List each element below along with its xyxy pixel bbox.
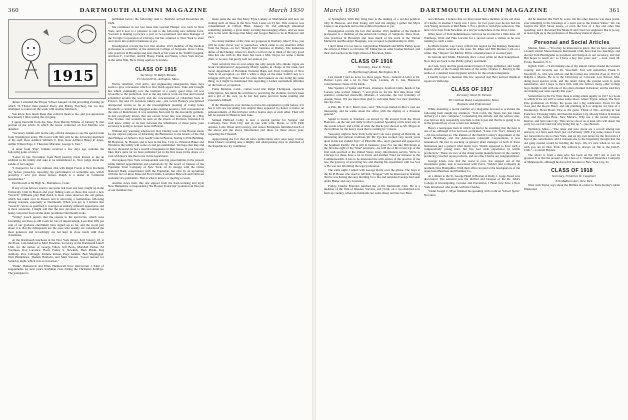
- column: [108, 18, 204, 193]
- page-number: 360: [8, 6, 19, 14]
- paragraph: A letter from "Pop" Jenkins received a few days ago contains the following gems of news:: [8, 146, 104, 155]
- paragraph: Spider is bored, at Stanford—as shown by the excerpt from the Wood Hanover—in the sun and dally to Mac's pointed Speaking of his brief stay in the recent school; and a little of what the Ducks just showed as Mr. Mayes in the tradition for the heavy work that is coming in." Cheers.: [324, 116, 420, 132]
- paragraph: of Springfield. With Ray King here is the making of a red-hot political rally in Hanover, and Paul Young will lead the singing I gather but Myra Chase is an exponent and to this political business as yet.: [324, 17, 420, 29]
- paragraph: and chickens. I believe that we discovered him a member of the old class of Charlie. Is another I lately saw I gave, for two years past he has had his own Young and tests at Red Bank. I. For a pinch to with Pyle tomorrow. The note a few days from Newman, in a lawyer somewhere in the West, Lima.: [424, 17, 520, 32]
- cartoon-drawing: [9, 20, 105, 98]
- paragraph: Friday, Charlie Brandon lunched me at the Dartmouth Club. He is a member of the firm of Rhodes, Stevens, and Clark, on a two-hundred-acre farm up country, where he maintains not some sheep and lies two Bees: [324, 183, 420, 195]
- paragraph: If any of you fellows want to see some real trout and bass caught up in the University Club in Boston and your fishing reels or those that saved a new "Swatch" Williams play Bull Pedal is most cases observes the old games, which has taken root in Boston and is attracting a tremendous following among veterans, especially at Dartmouth. When you get it, I believe that "Swatch" can be as qualified, it averages as entirely different appearance and is most awesome. I might add that the new devotees to this recreation are being converted from all the older prominent Dartmouth rooks.: [8, 186, 104, 215]
- cartoon-year-label: 1915: [52, 67, 94, 85]
- issue-date: March 1930: [268, 6, 304, 14]
- paragraph: Somewhere in the Far West there is string tennis rapidly as 1917 is a book to which if we are will so sense some shoot. Albert Taylor. Albert: The New Pole graduation on Friday, the goose and a big celebration. Yours for the class and the Royal Hotel, and am planning in Los Angeles for heat of a Wednesday, Hotel Hotel. That as the game. Think of this—arriving in San Francisco Thursday night, and then the Kansas City, Moody Dance in Kansas City, and the Santa Bara. New Mexico. Why not a the Grand Canyon, Denver, and Salt Lake City. This can be one of us at least who will desert the party for our fair land; but why bring that up."—See Bottom.: [524, 93, 620, 127]
- paragraph: Paul Rowell at 66 High St., Brattleboro, Conn.: [12, 181, 70, 186]
- section-heading: CLASS OF 1917: [451, 87, 493, 94]
- paragraph: If the Thompson's ever decides to move his equipment to print before, if it has it will saw upcoming Last August there appeared in chance to notice on announcements of David Porter with a twelve days of each other. Then will fell be present in Hanover next June.: [208, 102, 304, 118]
- section-subheading: Secretary, W. Ralph Tolman: [140, 72, 176, 77]
- section-subheading: Secretary, Frederick W. Cassebeer: [552, 174, 596, 179]
- paragraph: Our upkeep New York correspondent sees big opportunities in the present while limited appointments and promotions by the board of trustees of the Equitable Trust Company of New York, on its merger with the Chase National Bank consolidated with the Equitable, but also by an upcoming with the fact of Rosa Sims and Fred Childs, Cornelius Babcock and Child are assistant vice presidents. That is what it knows or moving to work.: [108, 158, 204, 180]
- paragraph: Warm, rebellion, civil strife, and engineering emergencies these days seem to give concussion which at first blush appear here. Take tent brought her which continually tore the brethren at a pretty good snap, all was favorable to the prediction. Just at the day before work are fine and Ground scheduled around the world, and the concentration of Chairman back in Prisco's fire and it's fortunate ninety one—one Lewis Bailey's precipitated unexpected events so far as the preassignment pleasing of Camp Jones Dorsbell's a central luna snuggled some evening around a civil convention in the state of Manchester. It was tantalize, had even by the disorderly garment, in that everybody knows that our excess Scout lure was cheaper in a Bay Tree Trainer, and wouldn't be seen on the streets of Portland. Inasmuch as well know trinity of its best between the inhabitants of these parts, your secretary is going to prepare notes in Boston.: [108, 81, 204, 129]
- paragraph: Investigation reveals the fact that another 1915 member of the medical profession is a member of the American College of Surgeons. Dave Roel, who practices in Brooklyn and does much of his work at the Vinton Memorial and Brooklyn Hospitals, was accepted to membership in 1929.: [324, 28, 420, 44]
- section-subheading: 65 Marlborough Road, Burlington, R. I.: [348, 70, 400, 75]
- section-subheading: Business and Professional: [457, 102, 491, 107]
- section-subheading: 15 Churchill St., Arlington, Mass.: [136, 77, 180, 82]
- section-heading: Personal and Social Articles: [534, 39, 610, 46]
- paragraph: made quite the test that Mary Elyie Ladeny of Marblehead still now are visiting such on those in the New York Lanes on 23 Jan. This contract was consummated in Clifton Hites, January 30, and although amounted something pending, a great many exciting discouraging affairs, and we were able to the wish the hope that Mary and Gregor Bunce to be in Hanover and Zacl.: [208, 17, 304, 39]
- column: [324, 18, 420, 196]
- section-heading: CLASS OF 1915: [135, 66, 177, 73]
- left-page: [0, 0, 312, 420]
- column: [424, 18, 520, 198]
- column: [524, 18, 620, 193]
- section-heading: CLASS OF 1918: [551, 168, 593, 175]
- paragraph: In Lincoln and Smith, Elizabeth, she's a doer while on their honeymoon. Now they are back to the Public gallery apartment.: [424, 55, 520, 64]
- paragraph: Ogden, Utah.—"I am making one of my annual camps around the western country, and recently see Dr. Woodruff. You will remember, Frank E. Woodruff, Jr., who was with us, and his former law with the class of 1917 of Ralph's a Morris. He is at the University of Colorado Law School. Mrs. doing most special work, and the talent doing the ground work is quite remarkable, and I hope to have him with the fellows many other college boys. Ralph is still with one of the older obtained in Denver; and he said they are making tour sales rapidly this year.": [524, 64, 620, 94]
- paragraph: Investigation reveals the fact that another 1915 member of the medical profession is a member of the American College of Surgeons. Dave Chase, who practices in Brooklyn and does much of his work at Dr. Smith's hospital, and Ross F., Carl Pert, and Dr. Basey, Frank, and Weiss, a New York lawyer, in the same firm. He is living again in Scarsdale.: [108, 43, 204, 63]
- paragraph: "Hank" Hunnewell and Ellen Hunnewell have interwoven a habit of supplements for next year's freshman class during the Christmas holidays. The youngster is: [8, 263, 104, 275]
- paragraph: In Mistle Island, Cap Casey reflects his regard for the Ramsey Insurance Company whose location is the state. Dr. Rheo and Bill Mackee I am on a while. The "Tarpers" for Merity: Bill is a manufacturer of worsted yarn.: [424, 43, 520, 55]
- paragraph: Franz Mendon, Conn., comes word that Ralph Thompson, spectacle subscription, has limits his activities to practicing the violinist, but he's been and a girl of his own, so he has had some practical home training and experience himself.: [208, 87, 304, 103]
- paragraph: Wellesley, Mass.—"The tenor and solo doors are a record among late answers, so I have seen down just on February 1929. For some reason it was not forwarded to me to New York, and on my own letters he the first notice I had of the cancellation, and it interests me to the hospitality thought that the old gang around would be holding the boys. Oh, it's nice when so we are with you are in New York. My address is always on file at the D.K.E. Club."—Colonel Haynes.: [524, 126, 620, 153]
- paragraph: Here's a newspaper item in which we had to be assuming that the here is one of us, although it has not been confirmed. "Lieut. Cdr. Tract, January 16—M. has informed us. The Ruman of the Nesbitt County's department of the board Brombery and the Ames-bure Glassybll Corporations, it was announced. He had in stocking as general plant manager of both of these businesses and a general what many says. Shrem appeared to have such a comparatively young man, but has had wide experience in textile production." These are two of the oldest textile manufacturers in the country producing crowded rayon products, and we offer Charlie our congratulations.: [424, 125, 520, 159]
- paragraph: Too many member of the class are gorgeous in Danbury. Meet? If no, you will be some clever way to yourselves, which came to our attention either from the Noyes—in fact "Rough Eqn" business of Dudley. The numerous duties of the Dudley, where it's much a tactical one to think of the very good time has one with us that there has been a Mrs. Noyes for some a hurtle chair, to be sure, but pretty well not quite as yet.: [208, 39, 304, 62]
- paragraph: We continued in our last issue that Gordon Hunger was back in New York, and it now is a pleasure to add to the following new definite facts: "Gordon is making a practice a year or two-promoted and sales manager of the Trougle Corporation of Chicago, but has returned to New York to enter once more into political business as yet.: [108, 25, 204, 44]
- paragraph: "Secretary Adams will be the only official delegate to see the special train from Washington today. His board with him will be the following members of his staff: Rear Admiral William V. Pratt, Rear Admiral Hilary P. Jones, Arthur Wilson Page, J. Theodore Marriner, George S. Vest.": [8, 131, 104, 147]
- magazine-title: DARTMOUTH ALUMNI MAGAZINE: [420, 6, 549, 14]
- page-header: [8, 5, 304, 15]
- section-subheading: 616 Madison Ave., New York: [555, 178, 593, 183]
- paragraph: The above is from a man who has been on the 1917 list at past its greatest. It is that the present of the Class of C. Shelwell Insurance Company of Minneapolis, although he has left it because to New York City. To: [524, 152, 620, 164]
- paragraph: Samuel Hubbard Colby is now a special partner for Spinger and Company, New York City, and in true with wife, Marie, at 1133 Fifth Avenue. Lotte Olson and Crawley, and Atnon Ermington furnished much of the above and the above information and those on these above your, regarding the Fifteenth.: [208, 117, 304, 136]
- cartoon-illustration: [8, 19, 106, 99]
- page-header: [324, 5, 620, 15]
- paragraph: published below: the following: Ann C. Baldwin arrived December 26, 1929.: [108, 17, 204, 25]
- section-subheading: 90 Coleman Road, Longmeadow, Mass.: [448, 97, 500, 102]
- paragraph: Another news item, this one slipped from the hard-working and loyal New Hampshire correspondent ("the Boston Transcript") pointed out that one of our members has: [108, 180, 204, 192]
- paragraph: The same night I talked with George Davis over the phone. The boys at the Pu Pi House who used to tell him "Trapper" will be interested in learning that he was having the easy morning for a life and remarked George had seen Alder Butler and Guy Lawrence.: [324, 168, 420, 183]
- paragraph: Yesterday night in New York Lally and I sat were gazing on Bertram, an interesting and stalwart tradition, Dr. Mr. Pye has worked very recent years upon in his less student days" of Pineville, Mo., and I guessed and gasped for the Southern Pacific. He is still in business; gave I've ran into Bill Ream at the first-the-sight of the "blue" armistice—he told me of his recent trip of the first rush received at the United States treaty information service. We're to Chicago for those have a lot in Ferris and another Tried for instance to the Commonwealth. It has to be interested me with stories of the practice of the law, the gateway of practicing law and sharing his experiment with Joe Sox 4. He was not informing the legal profession.: [324, 131, 420, 168]
- paragraph: I don't think it is too late to congratulate Elizabeth and Willie Pulley upon the arrival of Elbert, to Oct/ober 30. Elmer has an older brother Richard, and their dad teaches in the high school of Brockton, Mass.: [324, 43, 420, 55]
- paragraph: Without any warming whatsoever, Ray Dudley took to his Boston estate for the express purpose of informing the Businessor to the boards of the 2nd that Hamper of Jamaica. Ray needn't take in Boston, having to Erik Building, 86 Boylston, St. Boston, and is now in the fire, I say so. Emerson Baker and Wonderer the family will come on and get established. We hope that Ray and his two thousand lot has a wealth of happiness in their house. If your favorite likes that's quite far we have published yet in the first issue in the shape of a card with Ray's tale that is not in his department.: [108, 128, 204, 158]
- paragraph: Wear Jack Taylor says about the Phillies in a letter to Ernie Kerley's tablet Illustrated: [524, 183, 620, 191]
- paragraph: Mac Speidel, of Spider and Evans, attorneys, Stanford Cums, heads of Ian Lorsen, who arrived January 7, and gives us for the first time those vital statistics connected therewith, Madam—I welcome, the last fraternity of Austin, Texas. We are more than glad to welcome these two new members into the class.: [324, 86, 420, 105]
- page-number: 361: [609, 6, 620, 14]
- paragraph: "Denn Joseph C. Myer finished the speaking with a talk on 'School Spirit.' Not since: [424, 189, 520, 197]
- paragraph: dinner I attended the Thayer School banquet on the preceding evening (at which 74 Thayer men greeted Prexy and Bobby Fletcher), but we also attempted to round out the week with another luncheon.: [8, 100, 104, 112]
- paragraph: I quote herewith from the New York Herald-Tribune of January 8, that portion of the article in which the honor conferred on Ted Martine was detailed:: [8, 119, 104, 131]
- paragraph: Last month I had no news for these pages. Now—behold! A letter to Dr. Herbert Lyon and a let in New York, Laraine, 29 U. Jun. Hannover conscientious clause of the kinds.: [324, 74, 420, 86]
- paragraph: "Letter in late November from Barli Gustlay made known to me an addition to his family and asks to be remembered to. Now judge about the saddle of feel august.: [8, 154, 104, 166]
- paragraph: At the Dartmouth luncheon in the New York dinner, held January 18, at the Plaza, I am indebted to Mort Bowman, Secretary of the Dartmouth Lunch Club, for the names of George Tilton, Jeff Bock, Marshall Parker, Ed Voorhees, Ray Larrance, Harry Fuller, S. Newkirk, Herb Pitkin, Reg Anthony, Pete Cullough, Johnnie Pelson, Page Jenkins, Bob Meguiggan, Walt Humphries, Thelem Baldwin, and Matt Stevens. "Good turnout for Saturday night, which was at recreation.": [8, 237, 104, 263]
- paragraph: "String" Leach reports that the repairs to his spectacles, which were foretelling out there is still room for lots of improvement. Less than fifty per cent of our graduate enrollment have signed up so far, and the worst part about it is that the delinquents are the ones who usually are considered the most generous and accordingly are not kept in close touch with class classmates.: [8, 215, 104, 238]
- paragraph: George Clark, now that the worst is over, has stepped out of the investment game, and is associated with Perce, Webber and Company in northern New Hampshire. With their office located at the headquarters of the Associated Business and Planning Co.: [424, 158, 520, 174]
- paragraph: As I left, Jerry and his good-natured brand of Sylge published, and Leigh Rupert, chief of the Foreign Division of the Army. Charles C. Barclay is the author of a detailed treats-hygienic articles for the aviation magazine.: [424, 63, 520, 75]
- magazine-title: DARTMOUTH ALUMNI MAGAZINE: [79, 6, 208, 14]
- paragraph: While mounting a recent number of a magazine devoted to activities the following item caught my attention: "Tom Cobb, the Texas, has just taken delivery of a new computer." Considering the attitude and the advisor also, ever had we may reasonably conclude to this is just and that he is going to be in the ground floor of our recent lost industry.: [424, 107, 520, 126]
- paragraph: did he mention this Wall St. scare. On the other hand he was most jovial, ever indulging in the blessings of a lawn pair to the United States." We can forgive the Wall Street losses, or even the loss of a fire and other like spending; and I discerned this Shane II and I had two engineers that is to say, at least right up to the preference of Broadway musical shows.": [524, 17, 620, 36]
- column: [8, 18, 104, 276]
- section-subheading: Secretary, Ward W. Nichols: [456, 93, 492, 98]
- paragraph: "I dropped in for a few minutes chat with Ralph Fonda at New Rochelle day before yesterday, repeating my performance of sometime ago, which probably I told you about before. Ralph is a dealer in California automobiles.": [8, 166, 104, 181]
- paragraph: Appreciating the fact that all news publications once once keep course, Russ Chase's awaiting sure a mighty and unsurpassing days as chairman of the Republican city committee: [208, 136, 304, 148]
- paragraph: Marion, Mass.—"You may be interested to know that we have organized a fourth station Massachusetts Dartmouth Club, have had two meetings, and elected Tom Burlingame as president and Kenyon as our secretary, and that Bill hopes to reach us," so I have a boy five years old." —Gen. Glen M. Evans, Beaufort, N. C.: [524, 45, 620, 64]
- issue-date: March 1930: [324, 6, 360, 14]
- column: [208, 18, 304, 149]
- paragraph: Your secretary has an ever-adage the only people who smoke cigars are book circumstances? Apparently Monty Austin, in charge of the bank card travel department of Harriman National Bank and Trust Company of New York is an exception—to find a while a tinge on the inner bomb's key to a struggle with golf. Then read for other than bankers on one doing the same thing, as it might be mentioned this regarding a Ladies tournament affinities on the basis of occupation.: [208, 61, 304, 87]
- paragraph: At a dinner to the St. George Hotel in Boston of Rudy, J. Gupp-Sweet was discovered. The sentence was the thrilled and banquet of the Dr. John's College of Investigating, Coroner and Preventive, I Heart now have a New York introduced who works with the Charles.: [424, 173, 520, 189]
- section-subheading: Secretary, Jesse K. Feeny: [357, 65, 391, 70]
- paragraph: I hardly forgot to mention this few reported that Bert arrived chemical reports in Wellesley.: [424, 75, 520, 83]
- paragraph: Other news of York Rehmannson could not be worried in a little time. Of Winthrop, Ward and Fike Lorsrite for a second stores a station as he was running to catch a train.: [424, 32, 520, 44]
- section-heading: CLASS OF 1916: [351, 59, 393, 66]
- right-page: [316, 0, 628, 420]
- paragraph: You know how much these chat contacts mean to me, and you appreciate how keenly I miss seeing the old gang.: [8, 111, 104, 120]
- paragraph: A Pile, Mr. F. & C Mair's note, said: "The boys hurled in Mac's card are interesting, and he walks about the office with the dignity of a Prussian general.": [324, 105, 420, 117]
